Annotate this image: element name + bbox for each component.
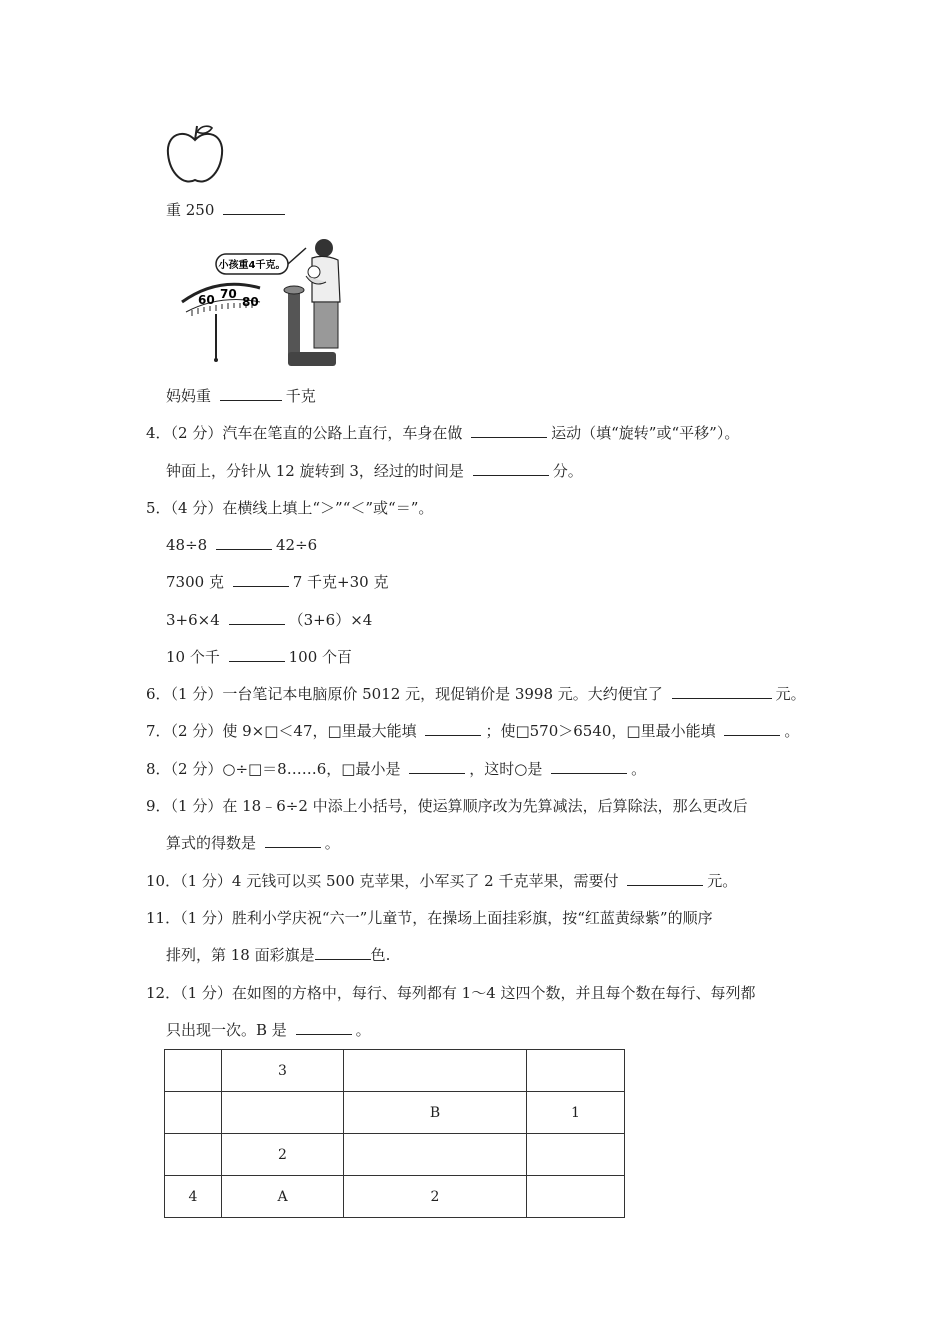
q4-text-d: 分。 [552,462,583,480]
apple-weight-line [166,200,289,220]
mom-weight-line [166,386,316,406]
q4-text-b: 运动（填“旋转”或“平移”）。 [551,424,740,442]
grid-cell [527,1176,625,1218]
q5-r1-left: 48÷8 [166,536,208,554]
grid-cell: 2 [222,1134,344,1176]
q6-blank[interactable] [672,684,772,699]
q4-line2 [166,461,583,481]
mom-weight-unit: 千克 [285,387,316,405]
grid-cell [165,1050,222,1092]
scale-tick-70: 70 [220,287,237,301]
q10-text-b: 元。 [707,872,738,890]
q5-row-2 [166,572,388,592]
mom-weight-label: 妈妈重 [166,387,212,405]
q5-r4-right: 100 个百 [288,648,353,666]
q4-line1 [146,423,739,443]
grid-cell: B [344,1092,527,1134]
q6-text-b: 元。 [775,685,806,703]
q8-blank-1[interactable] [409,759,465,774]
q12-text-a: 只出现一次。B 是 [166,1021,287,1039]
scale-tick-80: 80 [242,295,259,309]
mom-weight-blank[interactable] [220,386,282,401]
q7-line [146,721,799,741]
q5-r3-right: （3+6）×4 [288,611,373,629]
q4-blank-2[interactable] [473,461,549,476]
grid-cell [165,1134,222,1176]
q8-blank-2[interactable] [551,759,627,774]
q5-blank-2[interactable] [233,572,289,587]
grid-cell [222,1092,344,1134]
q12-line1: 12．（1 分）在如图的方格中，每行、每列都有 1～4 这四个数，并且每个数在每行、每列都 [146,984,756,1002]
q9-blank[interactable] [265,833,321,848]
q5-r2-right: 7 千克+30 克 [292,573,389,591]
q11-line1: 11．（1 分）胜利小学庆祝“六一”儿童节，在操场上面挂彩旗，按“红蓝黄绿紫”的顺序 [146,909,713,927]
q5-blank-1[interactable] [216,535,272,550]
grid-cell [344,1050,527,1092]
grid-row [165,1176,625,1218]
q12-text-b: 。 [355,1021,371,1039]
q11-line2 [166,945,390,965]
grid-cell: 4 [165,1176,222,1218]
q8-text-b: ，这时○是 [469,760,543,778]
q5-row-1 [166,535,317,555]
q10-blank[interactable] [627,871,703,886]
q8-text-c: 。 [631,760,647,778]
q7-text-b: ；使□570＞6540，□里最小能填 [485,722,716,740]
q4-blank-1[interactable] [471,423,547,438]
q10-text-a: 10．（1 分）4 元钱可以买 500 克苹果，小军买了 2 千克苹果，需要付 [146,872,619,890]
scale-tick-60: 60 [198,293,215,307]
q11-text-a: 排列，第 18 面彩旗是 [166,946,315,964]
apple-weight-label: 重 250 [166,201,215,219]
q11-blank[interactable] [315,945,371,960]
q9-text-a: 算式的得数是 [166,834,257,852]
apple-weight-blank[interactable] [223,200,285,215]
q12-blank[interactable] [296,1020,352,1035]
q6-text-a: 6．（1 分）一台笔记本电脑原价 5012 元，现促销价是 3998 元。大约便宜了 [146,685,663,703]
q9-line1: 9．（1 分）在 18﹣6÷2 中添上小括号，使运算顺序改为先算减法，后算除法，那么更改后 [146,797,748,815]
q5-r2-left: 7300 克 [166,573,224,591]
q4-text-a: 4．（2 分）汽车在笔直的公路上直行，车身在做 [146,424,463,442]
q11-text-b: 色. [370,946,391,964]
q5-row-4 [166,647,352,667]
q5-r3-left: 3+6×4 [166,611,220,629]
grid-cell: 3 [222,1050,344,1092]
q6-line [146,684,806,704]
q5-blank-4[interactable] [229,647,285,662]
grid-cell: 2 [344,1176,527,1218]
q5-title: 5．（4 分）在横线上填上“＞”“＜”或“＝”。 [146,499,434,517]
grid-row [165,1134,625,1176]
grid-cell: 1 [527,1092,625,1134]
apple-icon [164,120,226,188]
q5-r1-right: 42÷6 [275,536,318,554]
speech-bubble-text: 小孩重4千克。 [218,260,286,271]
q7-text-a: 7．（2 分）使 9×□＜47，□里最大能填 [146,722,417,740]
q7-blank-1[interactable] [425,721,481,736]
q8-line [146,759,646,779]
q5-r4-left: 10 个千 [166,648,220,666]
grid-cell [527,1050,625,1092]
q7-text-c: 。 [784,722,800,740]
q12-line2 [166,1020,371,1040]
mom-scale-illustration [178,232,348,372]
q5-blank-3[interactable] [229,610,285,625]
grid-row [165,1050,625,1092]
grid-cell [165,1092,222,1134]
q5-row-3 [166,610,372,630]
q10-line [146,871,737,891]
number-grid [164,1049,625,1218]
q9-text-b: 。 [324,834,340,852]
q4-text-c: 钟面上，分针从 12 旋转到 3，经过的时间是 [166,462,464,480]
grid-cell [344,1134,527,1176]
grid-cell: A [222,1176,344,1218]
grid-row [165,1092,625,1134]
grid-cell [527,1134,625,1176]
q7-blank-2[interactable] [724,721,780,736]
q9-line2 [166,833,340,853]
q8-text-a: 8．（2 分）○÷□＝8……6，□最小是 [146,760,401,778]
